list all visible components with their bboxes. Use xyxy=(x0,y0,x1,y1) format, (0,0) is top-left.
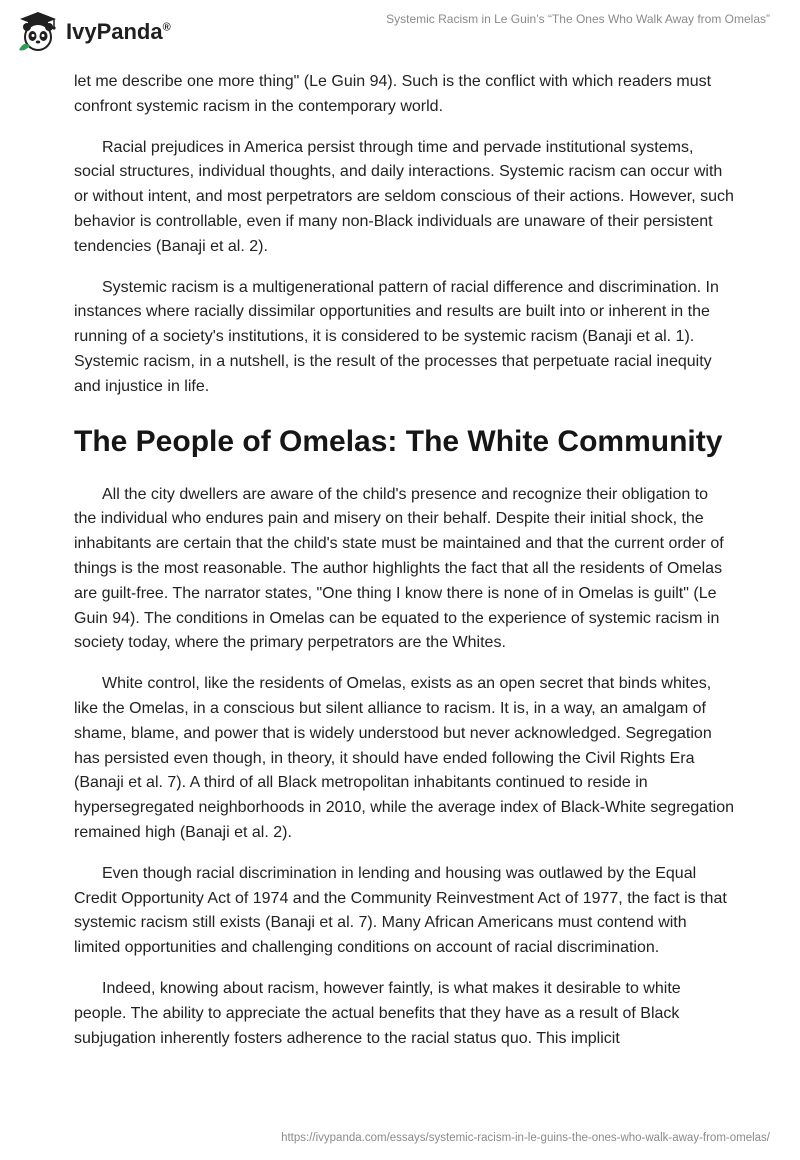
page-header xyxy=(0,0,800,66)
section-heading: The People of Omelas: The White Community xyxy=(74,424,723,458)
paragraph: Indeed, knowing about racism, however faintly, is what makes it desirable to white people. The ability to appreciate the actual benefits that they have as a result of Black subjugation inherently fosters adherence to the racial status quo. This implicit xyxy=(74,979,681,1047)
paragraph-continued: let me describe one more thing" (Le Guin 94). Such is the conflict with which readers must confront systemic racism in the contemporary world. xyxy=(74,73,712,115)
brand-name xyxy=(66,19,171,45)
document-title: Systemic Racism in Le Guin’s “The Ones Who Walk Away from Omelas” xyxy=(386,12,770,26)
paragraph: Racial prejudices in America persist through time and pervade institutional systems, social structures, individual thoughts, and daily interactions. Systemic racism can occur with or without intent, and most perpetrators are seldom conscious of their actions. However, such behavior is controllable, even if many non-Black individuals are unaware of their persistent tendencies (Banaji et al. 2). xyxy=(74,138,734,255)
ivypanda-logo[interactable] xyxy=(16,10,171,54)
essay-content xyxy=(74,70,734,1067)
panda-graduate-icon xyxy=(16,10,60,54)
paragraph: White control, like the residents of Omelas, exists as an open secret that binds whites, like the Omelas, in a conscious but silent alliance to racism. It is, in a way, an amalgam of shame, blame, and power that is widely understood but never acknowledged. Segregation has persisted even though, in theory, it should have ended following the Civil Rights Era (Banaji et al. 7). A third of all Black metropolitan inhabitants continued to reside in hypersegregated neighborhoods in 2010, while the average index of Black-White segregation remained high (Banaji et al. 2). xyxy=(74,675,734,841)
paragraph: Systemic racism is a multigenerational pattern of racial difference and discrimination. In instances where racially dissimilar opportunities and results are built into or inherent in the running of a society's institutions, it is considered to be systemic racism (Banaji et al. 1). Systemic racism, in a nutshell, is the result of the processes that perpetuate racial inequity and injustice in life. xyxy=(74,278,719,395)
registered-mark: ® xyxy=(162,21,171,34)
source-url[interactable]: https://ivypanda.com/essays/systemic-racism-in-le-guins-the-ones-who-walk-away-from-omelas/ xyxy=(281,1132,770,1144)
paragraph: All the city dwellers are aware of the child's presence and recognize their obligation to the individual who endures pain and misery on their behalf. Despite their initial shock, the inhabitants are certain that the child's state must be maintained and that the current order of things is the most reasonable. The author highlights the fact that all the residents of Omelas are guilt-free. The narrator states, "One thing I know there is none of in Omelas is guilt" (Le Guin 94). The conditions in Omelas can be equated to the experience of systemic racism in society today, where the primary perpetrators are the Whites. xyxy=(74,485,724,652)
brand-name-text: IvyPanda xyxy=(66,19,163,44)
paragraph: Even though racial discrimination in lending and housing was outlawed by the Equal Credit Opportunity Act of 1974 and the Community Reinvestment Act of 1977, the fact is that systemic racism still exists (Banaji et al. 7). Many African Americans must contend with limited opportunities and challenging conditions on account of racial discrimination. xyxy=(74,864,727,957)
